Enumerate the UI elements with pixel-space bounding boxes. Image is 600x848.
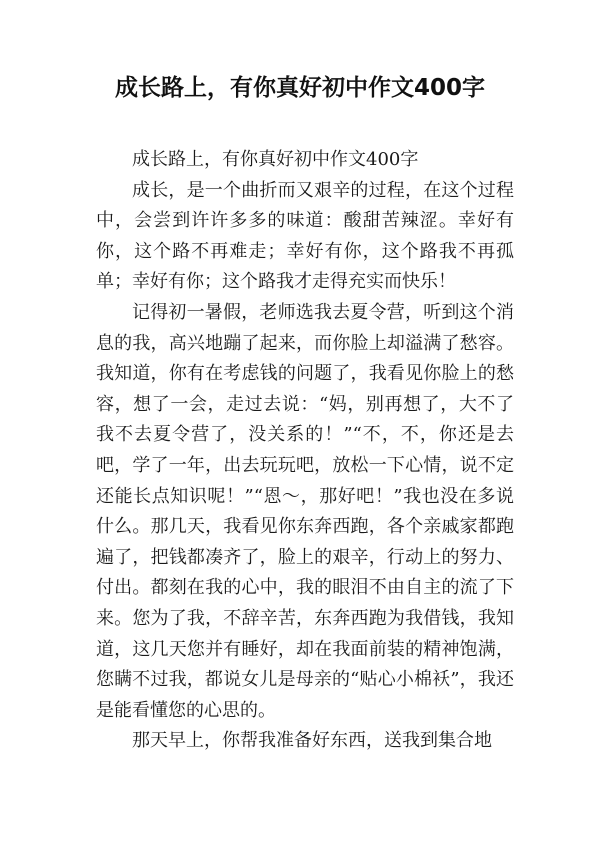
paragraph-intro: 成长，是一个曲折而又艰辛的过程，在这个过程中，会尝到许许多多的味道：酸甜苦辣涩。幸好有你，这个路不再难走；幸好有你，这个路我不再孤单；幸好有你；这个路我才走得充实而快乐！: [96, 179, 514, 293]
paragraph-summer-camp: 记得初一暑假，老师选我去夏令营，听到这个消息的我，高兴地蹦了起来，而你脸上却溢满了愁容。我知道，你有在考虑钱的问题了，我看见你脸上的愁容，想了一会，走过去说：“妈，别再想了，大不了我不去夏令营了，没关系的！”“不，不，你还是去吧，学了一年，出去玩玩吧，放松一下心情，说不定还能长点知识呢！”“恩～，那好吧！”我也没在多说什么。那几天，我看见你东奔西跑，各个亲戚家都跑遍了，把钱都凑齐了，脸上的艰辛，行动上的努力、付出。都刻在我的心中，我的眼泪不由自主的流了下来。您为了我，不辞辛苦，东奔西跑为我借钱，我知道，这几天您并有睡好，却在我面前装的精神饱满，您瞒不过我，都说女儿是母亲的“贴心小棉袄”，我还是能看懂您的心思的。: [96, 301, 514, 721]
paragraph-morning: 那天早上，你帮我准备好东西，送我到集合地: [132, 730, 492, 752]
paragraph-heading-repeat: 成长路上，有你真好初中作文400字: [132, 149, 419, 170]
document-title: 成长路上，有你真好初中作文400字: [114, 75, 485, 101]
document-body: [96, 145, 514, 757]
